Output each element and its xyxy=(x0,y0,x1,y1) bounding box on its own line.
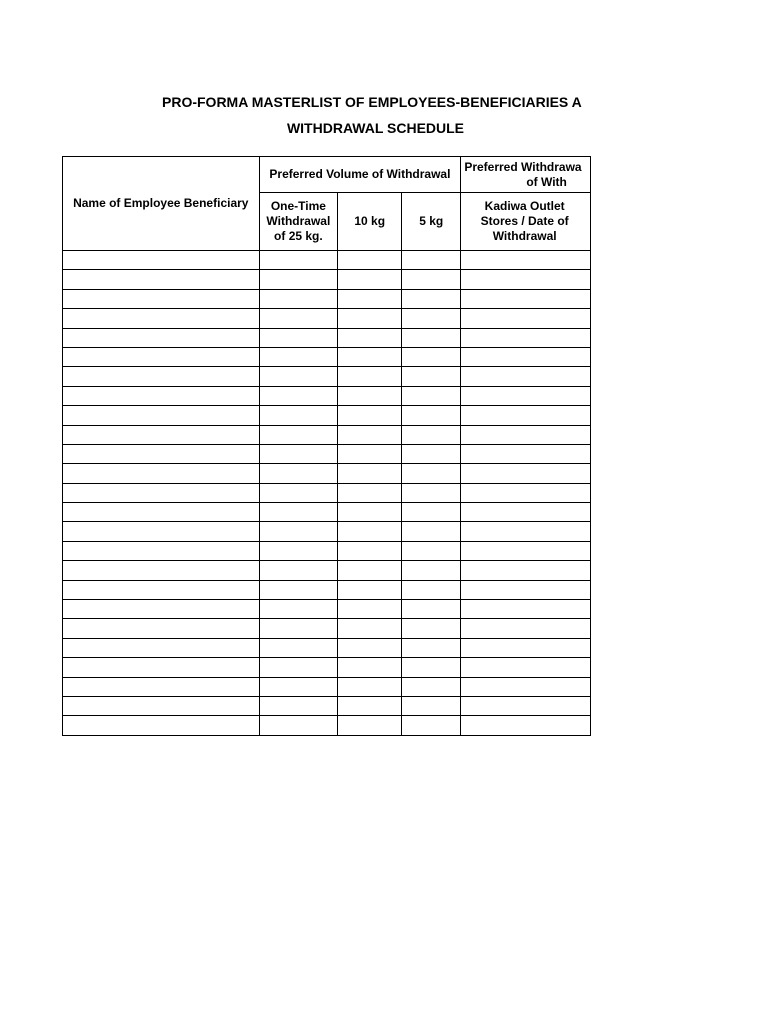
cell-10kg[interactable] xyxy=(338,522,402,541)
cell-one-time[interactable] xyxy=(259,483,338,502)
cell-10kg[interactable] xyxy=(338,503,402,522)
table-row xyxy=(63,638,591,657)
header-preferred-withdrawal-line2: of With xyxy=(526,174,567,189)
header-one-time-withdrawal: One-Time Withdrawal of 25 kg. xyxy=(259,193,338,251)
cell-one-time[interactable] xyxy=(259,309,338,328)
table-row xyxy=(63,561,591,580)
cell-10kg[interactable] xyxy=(338,270,402,289)
cell-10kg[interactable] xyxy=(338,541,402,560)
cell-employee-name[interactable] xyxy=(63,289,260,308)
cell-kadiwa-date[interactable] xyxy=(461,367,591,386)
cell-5kg[interactable] xyxy=(402,561,461,580)
cell-kadiwa-date[interactable] xyxy=(461,658,591,677)
cell-kadiwa-date[interactable] xyxy=(461,677,591,696)
cell-one-time[interactable] xyxy=(259,406,338,425)
cell-5kg[interactable] xyxy=(402,270,461,289)
cell-5kg[interactable] xyxy=(402,677,461,696)
cell-5kg[interactable] xyxy=(402,696,461,715)
table-row xyxy=(63,580,591,599)
document-title xyxy=(0,91,591,141)
table-row xyxy=(63,347,591,366)
cell-10kg[interactable] xyxy=(338,561,402,580)
cell-10kg[interactable] xyxy=(338,580,402,599)
header-kadiwa-outlet-stores: Kadiwa Outlet Stores / Date of Withdrawal xyxy=(461,193,591,251)
cell-5kg[interactable] xyxy=(402,483,461,502)
cell-10kg[interactable] xyxy=(338,619,402,638)
header-name-of-employee-beneficiary: Name of Employee Beneficiary xyxy=(63,157,260,251)
table-row xyxy=(63,289,591,308)
cell-one-time[interactable] xyxy=(259,444,338,463)
cell-5kg[interactable] xyxy=(402,251,461,270)
cell-employee-name[interactable] xyxy=(63,406,260,425)
cell-one-time[interactable] xyxy=(259,619,338,638)
cell-10kg[interactable] xyxy=(338,444,402,463)
cell-one-time[interactable] xyxy=(259,580,338,599)
cell-10kg[interactable] xyxy=(338,347,402,366)
cell-one-time[interactable] xyxy=(259,503,338,522)
cell-5kg[interactable] xyxy=(402,328,461,347)
table-row xyxy=(63,696,591,715)
table-row xyxy=(63,658,591,677)
cell-one-time[interactable] xyxy=(259,541,338,560)
cell-employee-name[interactable] xyxy=(63,309,260,328)
title-line-2: WITHDRAWAL SCHEDULE xyxy=(286,120,465,136)
cell-kadiwa-date[interactable] xyxy=(461,696,591,715)
cell-one-time[interactable] xyxy=(259,425,338,444)
cell-kadiwa-date[interactable] xyxy=(461,289,591,308)
cell-employee-name[interactable] xyxy=(63,580,260,599)
cell-one-time[interactable] xyxy=(259,270,338,289)
cell-employee-name[interactable] xyxy=(63,561,260,580)
table-row xyxy=(63,367,591,386)
table-row xyxy=(63,251,591,270)
cell-kadiwa-date[interactable] xyxy=(461,561,591,580)
cell-one-time[interactable] xyxy=(259,386,338,405)
cell-kadiwa-date[interactable] xyxy=(461,522,591,541)
cell-5kg[interactable] xyxy=(402,619,461,638)
cell-kadiwa-date[interactable] xyxy=(461,425,591,444)
cell-5kg[interactable] xyxy=(402,522,461,541)
cell-kadiwa-date[interactable] xyxy=(461,716,591,735)
cell-one-time[interactable] xyxy=(259,677,338,696)
table-row xyxy=(63,406,591,425)
cell-employee-name[interactable] xyxy=(63,270,260,289)
table-row xyxy=(63,522,591,541)
table-row xyxy=(63,503,591,522)
cell-one-time[interactable] xyxy=(259,464,338,483)
cell-10kg[interactable] xyxy=(338,600,402,619)
masterlist-table xyxy=(62,156,591,736)
header-preferred-withdrawal xyxy=(461,157,591,193)
cell-kadiwa-date[interactable] xyxy=(461,406,591,425)
table-row xyxy=(63,464,591,483)
cell-employee-name[interactable] xyxy=(63,716,260,735)
cell-kadiwa-date[interactable] xyxy=(461,541,591,560)
cell-10kg[interactable] xyxy=(338,251,402,270)
cell-kadiwa-date[interactable] xyxy=(461,600,591,619)
cell-kadiwa-date[interactable] xyxy=(461,386,591,405)
cell-10kg[interactable] xyxy=(338,716,402,735)
cell-employee-name[interactable] xyxy=(63,541,260,560)
cell-one-time[interactable] xyxy=(259,561,338,580)
cell-one-time[interactable] xyxy=(259,251,338,270)
cell-10kg[interactable] xyxy=(338,328,402,347)
cell-employee-name[interactable] xyxy=(63,367,260,386)
cell-kadiwa-date[interactable] xyxy=(461,619,591,638)
cell-5kg[interactable] xyxy=(402,658,461,677)
cell-10kg[interactable] xyxy=(338,677,402,696)
cell-one-time[interactable] xyxy=(259,522,338,541)
cell-one-time[interactable] xyxy=(259,658,338,677)
cell-kadiwa-date[interactable] xyxy=(461,444,591,463)
table-row xyxy=(63,425,591,444)
cell-kadiwa-date[interactable] xyxy=(461,309,591,328)
cell-10kg[interactable] xyxy=(338,483,402,502)
cell-10kg[interactable] xyxy=(338,406,402,425)
table-row xyxy=(63,444,591,463)
table-row xyxy=(63,309,591,328)
cell-10kg[interactable] xyxy=(338,367,402,386)
cell-employee-name[interactable] xyxy=(63,658,260,677)
cell-kadiwa-date[interactable] xyxy=(461,251,591,270)
cell-one-time[interactable] xyxy=(259,347,338,366)
header-5-kg: 5 kg xyxy=(402,193,461,251)
cell-one-time[interactable] xyxy=(259,289,338,308)
table-row xyxy=(63,483,591,502)
cell-10kg[interactable] xyxy=(338,638,402,657)
cell-5kg[interactable] xyxy=(402,464,461,483)
cell-5kg[interactable] xyxy=(402,541,461,560)
table-row xyxy=(63,270,591,289)
cell-employee-name[interactable] xyxy=(63,638,260,657)
cell-employee-name[interactable] xyxy=(63,522,260,541)
cell-5kg[interactable] xyxy=(402,289,461,308)
cell-10kg[interactable] xyxy=(338,464,402,483)
cell-one-time[interactable] xyxy=(259,600,338,619)
cell-5kg[interactable] xyxy=(402,503,461,522)
cell-one-time[interactable] xyxy=(259,367,338,386)
cell-10kg[interactable] xyxy=(338,289,402,308)
cell-employee-name[interactable] xyxy=(63,328,260,347)
cell-5kg[interactable] xyxy=(402,386,461,405)
cell-5kg[interactable] xyxy=(402,309,461,328)
header-10-kg: 10 kg xyxy=(338,193,402,251)
title-line-1: PRO-FORMA MASTERLIST OF EMPLOYEES-BENEFICIARIES A xyxy=(162,94,582,110)
table-row xyxy=(63,619,591,638)
cell-kadiwa-date[interactable] xyxy=(461,270,591,289)
cell-kadiwa-date[interactable] xyxy=(461,483,591,502)
cell-kadiwa-date[interactable] xyxy=(461,464,591,483)
table-row xyxy=(63,716,591,735)
header-preferred-volume: Preferred Volume of Withdrawal xyxy=(259,157,461,193)
table-row xyxy=(63,600,591,619)
cell-5kg[interactable] xyxy=(402,600,461,619)
cell-10kg[interactable] xyxy=(338,658,402,677)
cell-employee-name[interactable] xyxy=(63,425,260,444)
cell-10kg[interactable] xyxy=(338,696,402,715)
table-row xyxy=(63,328,591,347)
cell-5kg[interactable] xyxy=(402,367,461,386)
cell-employee-name[interactable] xyxy=(63,696,260,715)
table-row xyxy=(63,541,591,560)
cell-employee-name[interactable] xyxy=(63,464,260,483)
cell-employee-name[interactable] xyxy=(63,444,260,463)
cell-kadiwa-date[interactable] xyxy=(461,580,591,599)
cell-10kg[interactable] xyxy=(338,425,402,444)
cell-kadiwa-date[interactable] xyxy=(461,347,591,366)
table-body xyxy=(63,251,591,736)
cell-5kg[interactable] xyxy=(402,580,461,599)
header-preferred-withdrawal-line1: Preferred Withdrawa xyxy=(464,159,582,174)
cell-employee-name[interactable] xyxy=(63,619,260,638)
cell-employee-name[interactable] xyxy=(63,347,260,366)
cell-one-time[interactable] xyxy=(259,696,338,715)
cell-one-time[interactable] xyxy=(259,716,338,735)
cell-employee-name[interactable] xyxy=(63,483,260,502)
cell-5kg[interactable] xyxy=(402,638,461,657)
cell-employee-name[interactable] xyxy=(63,600,260,619)
cell-10kg[interactable] xyxy=(338,309,402,328)
cell-employee-name[interactable] xyxy=(63,251,260,270)
cell-kadiwa-date[interactable] xyxy=(461,328,591,347)
cell-kadiwa-date[interactable] xyxy=(461,638,591,657)
cell-employee-name[interactable] xyxy=(63,677,260,696)
table-row xyxy=(63,677,591,696)
cell-one-time[interactable] xyxy=(259,328,338,347)
cell-5kg[interactable] xyxy=(402,716,461,735)
cell-employee-name[interactable] xyxy=(63,386,260,405)
cell-10kg[interactable] xyxy=(338,386,402,405)
cell-5kg[interactable] xyxy=(402,425,461,444)
cell-5kg[interactable] xyxy=(402,444,461,463)
cell-5kg[interactable] xyxy=(402,347,461,366)
cell-one-time[interactable] xyxy=(259,638,338,657)
cell-kadiwa-date[interactable] xyxy=(461,503,591,522)
cell-5kg[interactable] xyxy=(402,406,461,425)
cell-employee-name[interactable] xyxy=(63,503,260,522)
table-row xyxy=(63,386,591,405)
